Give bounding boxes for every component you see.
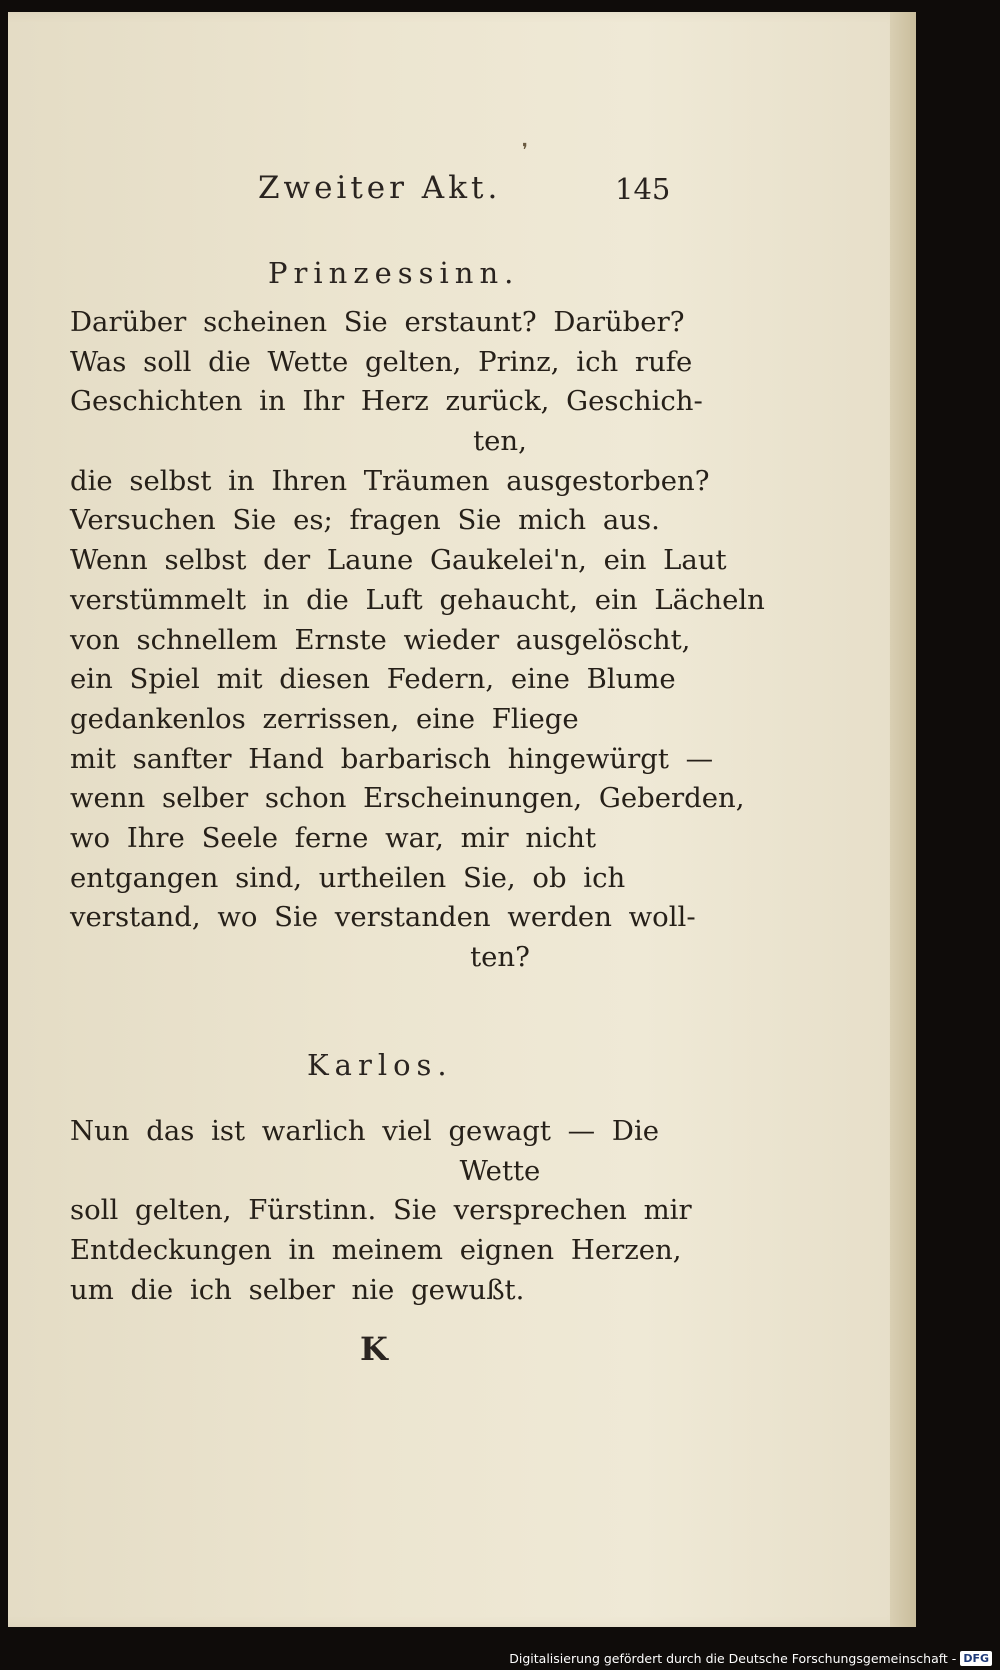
page-number: 145 <box>615 172 671 206</box>
verse-line-continuation: ten, <box>473 425 527 458</box>
verse-line: Nun das ist warlich viel gewagt — Die <box>70 1115 660 1147</box>
verse-line-continuation: Wette <box>459 1154 541 1187</box>
speaker-prinzessinn: Prinzessinn. <box>268 256 520 290</box>
speaker-karlos: Karlos. <box>307 1048 453 1082</box>
verse-line-continuation: ten? <box>470 941 530 973</box>
running-head-title: Zweiter Akt. <box>258 170 502 206</box>
verse-line: die selbst in Ihren Träumen ausgestorben? <box>70 464 710 497</box>
verse-line: entgangen sind, urtheilen Sie, ob ich <box>70 861 626 894</box>
dfg-logo: DFG <box>960 1651 992 1666</box>
verse-line: wo Ihre Seele ferne war, mir nicht <box>70 821 597 854</box>
verse-line: Wenn selbst der Laune Gaukelei'n, ein Laut <box>70 544 727 577</box>
verse-line: ein Spiel mit diesen Federn, eine Blume <box>70 663 676 696</box>
speech-karlos <box>70 1112 692 1310</box>
verse-line: verstand, wo Sie verstanden werden woll- <box>70 901 696 934</box>
catchword: K <box>360 1330 388 1368</box>
footer-credit-text: Digitalisierung gefördert durch die Deutsche Forschungsgemeinschaft - <box>509 1651 957 1666</box>
verse-line: von schnellem Ernste wieder ausgelöscht, <box>70 623 691 656</box>
verse-line: Darüber scheinen Sie erstaunt? Darüber? <box>70 306 685 338</box>
ink-speck: ❜ <box>522 140 528 161</box>
verse-line: Was soll die Wette gelten, Prinz, ich rufe <box>70 345 693 378</box>
verse-line: soll gelten, Fürstinn. Sie versprechen mir <box>70 1194 692 1227</box>
verse-line: um die ich selber nie gewußt. <box>70 1273 525 1306</box>
page-edge <box>890 12 916 1627</box>
footer-credit <box>509 1651 992 1666</box>
verse-line: Versuchen Sie es; fragen Sie mich aus. <box>70 504 660 537</box>
verse-line: Geschichten in Ihr Herz zurück, Geschich- <box>70 385 703 418</box>
verse-line: verstümmelt in die Luft gehaucht, ein Lächeln <box>70 583 765 616</box>
verse-line: gedankenlos zerrissen, eine Fliege <box>70 702 579 735</box>
verse-line: wenn selber schon Erscheinungen, Geberden, <box>70 782 745 815</box>
verse-line: mit sanfter Hand barbarisch hingewürgt — <box>70 742 714 775</box>
speech-prinzessinn <box>70 303 765 978</box>
verse-line: Entdeckungen in meinem eignen Herzen, <box>70 1234 682 1267</box>
